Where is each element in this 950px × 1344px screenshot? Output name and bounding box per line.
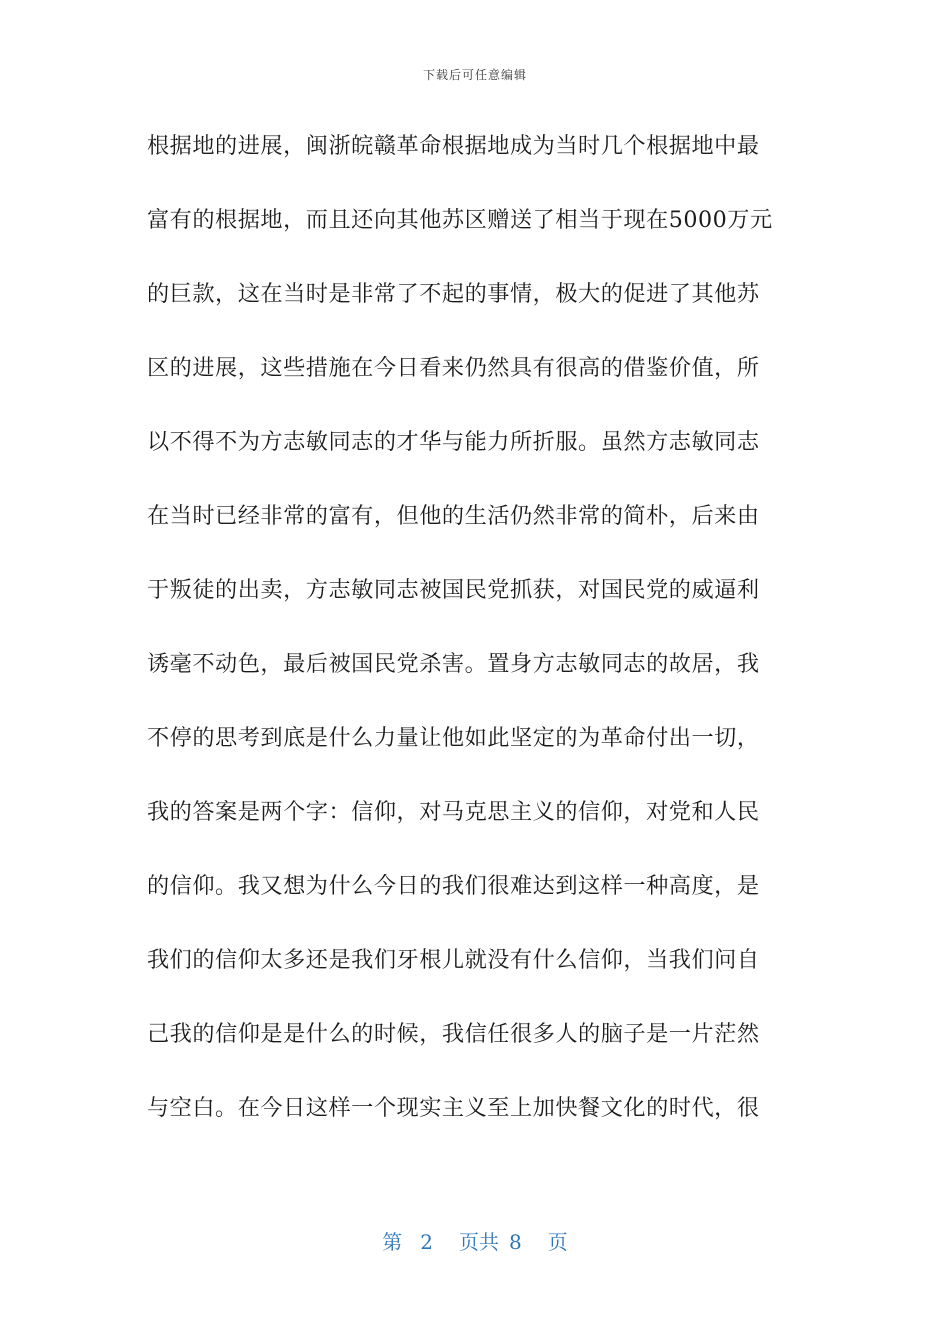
text-line: 根据地的进展，闽浙皖赣革命根据地成为当时几个根据地中最 <box>147 133 760 159</box>
text-line: 在当时已经非常的富有，但他的生活仍然非常的简朴，后来由 <box>147 503 760 529</box>
text-line: 不停的思考到底是什么力量让他如此坚定的为革命付出一切， <box>147 725 760 751</box>
text-line: 于叛徒的出卖，方志敏同志被国民党抓获，对国民党的威逼利 <box>147 577 760 603</box>
page-prefix: 第 <box>382 1230 403 1254</box>
text-line: 富有的根据地，而且还向其他苏区赠送了相当于现在5000万元 <box>147 207 773 233</box>
text-line: 诱毫不动色，最后被国民党杀害。置身方志敏同志的故居，我 <box>147 651 760 677</box>
text-line: 以不得不为方志敏同志的才华与能力所折服。虽然方志敏同志 <box>147 429 760 455</box>
page-suffix: 页 <box>547 1230 568 1254</box>
total-pages-number: 8 <box>509 1230 522 1254</box>
text-line: 己我的信仰是是什么的时候，我信任很多人的脑子是一片茫然 <box>147 1021 760 1047</box>
text-line: 的巨款，这在当时是非常了不起的事情，极大的促进了其他苏 <box>147 281 760 307</box>
text-line: 的信仰。我又想为什么今日的我们很难达到这样一种高度，是 <box>147 873 760 899</box>
text-line: 我们的信仰太多还是我们牙根儿就没有什么信仰，当我们问自 <box>147 947 760 973</box>
page-number-footer <box>0 1226 950 1255</box>
text-line: 我的答案是两个字：信仰，对马克思主义的信仰，对党和人民 <box>147 799 760 825</box>
current-page-number: 2 <box>420 1230 433 1254</box>
text-line: 区的进展，这些措施在今日看来仍然具有很高的借鉴价值，所 <box>147 355 760 381</box>
document-body <box>147 128 807 1164</box>
page-header-note: 下载后可任意编辑 <box>422 68 527 82</box>
page-middle: 页共 <box>459 1230 499 1254</box>
text-line: 与空白。在今日这样一个现实主义至上加快餐文化的时代，很 <box>147 1095 760 1121</box>
